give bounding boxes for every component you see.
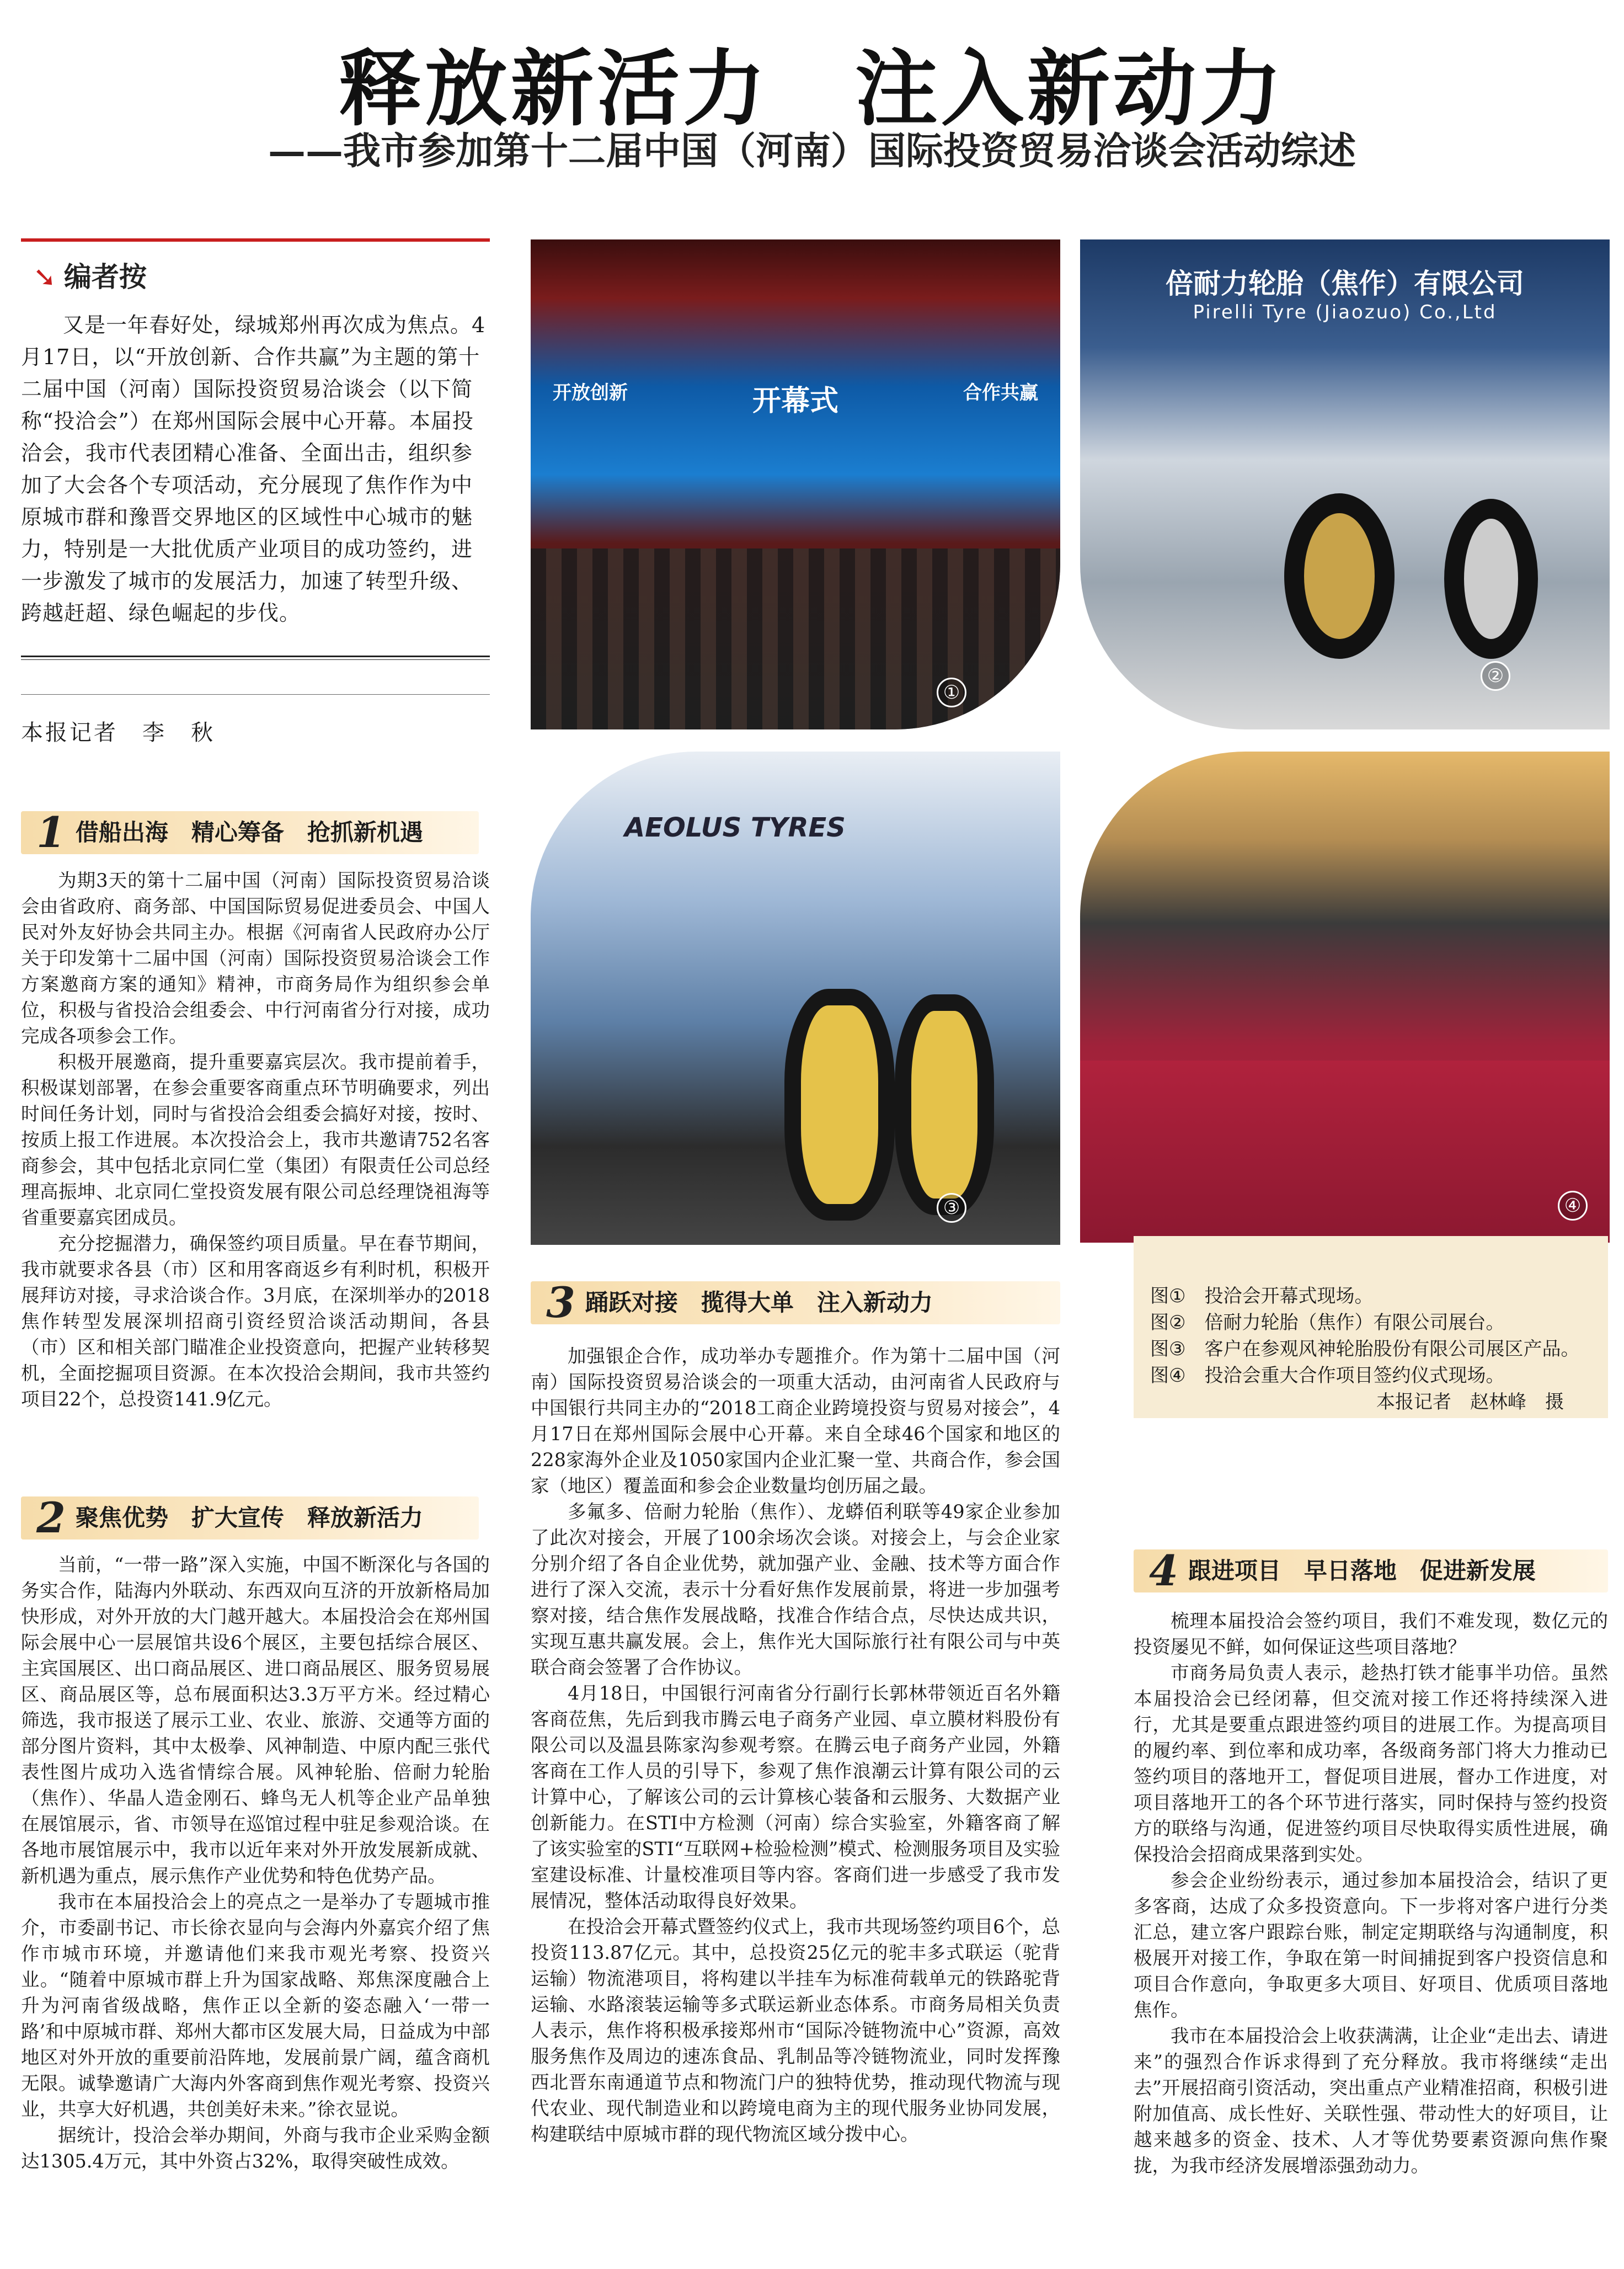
section-3-body: 加强银企合作，成功举办专题推介。作为第十二届中国（河南）国际投资贸易洽谈会的一项重大活动，由河南省人民政府与中国银行共同主办的“2018工商企业跨境投资与贸易对接会”，4月17日在郑州国际会展中心开幕。来自全球46个国家和地区的228家海外企业及1050家国内企业汇聚一堂、共商合作，参会国家（地区）覆盖面和参会企业数量均创历届之最。 多氟多、倍耐力轮胎（焦作）、龙蟒佰利联等49家企业参加了此次对接会，开展了100余场次会谈。对接会上，与会企业家分别介绍了各自企业优势，就加强产业、金融、技术等方面合作进行了深入交流，表示十分看好焦作发展前景，将进一步加强考察对接，结合焦作发展战略，找准合作结合点，尽快达成共识，实现互惠共赢发展。会上，焦作光大国际旅行社有限公司与中英联合商会签署了合作协议。 4月18日，中国银行河南省分行副行长郭林带领近百名外籍客商莅焦，先后到我市腾云电子商务产业园、卓立膜材料股份有限公司以及温县陈家沟参观考察。在腾云电子商务产业园，外籍客商在工作人员的引导下，参观了焦作浪潮云计算有限公司的云计算中心，了解该公司的云计算核心装备和云服务、大数据产业创新能力。在STI中方检测（河南）综合实验室，外籍客商了解了该实验室的STI“互联网+检验检测”模式、检测服务项目及实验室建设标准、计量校准项目等内容。客商们进一步感受了我市发展情况，整体活动取得良好效果。 在投洽会开幕式暨签约仪式上，我市共现场签约项目6个，总投资113.87亿元。其中，总投资25亿元的驼丰多式联运（驼背运输）物流港项目，将构建以半挂车为标准荷载单元的铁路驼背运输、水路滚装运输等多式联运新业态体系。市商务局相关负责人表示，焦作将积极承接郑州市“国际冷链物流中心”资源，高效服务焦作及周边的速冻食品、乳制品等冷链物流业，同时发挥豫西北晋东南通道节点和物流门户的独特优势，推动现代物流与现代农业、现代制造业和以跨境电商为主的现代服务业协同发展，构建联结中原城市群的现代物流区域分拨中心。 bbox=[531, 1345, 1060, 2145]
section-3-heading: 3 踊跃对接 揽得大单 注入新动力 bbox=[531, 1281, 1060, 1324]
photo-number: ② bbox=[1481, 661, 1510, 691]
headline: 释放新活力 注入新动力 bbox=[338, 41, 1285, 137]
photo-credit: 本报记者 赵林峰 摄 bbox=[1376, 1391, 1564, 1413]
photo-4-signing-ceremony bbox=[1080, 752, 1610, 1243]
photo-number: ① bbox=[937, 678, 966, 707]
photo-captions: 图① 投洽会开幕式现场。 图② 倍耐力轮胎（焦作）有限公司展台。 图③ 客户在参观风神轮胎股份有限公司展区产品。 图④ 投洽会重大合作项目签约仪式现场。 本报记者 赵林峰 摄 bbox=[1150, 1283, 1608, 1415]
editor-note-heading: ➘ 编者按 bbox=[33, 261, 147, 293]
photo-number: ④ bbox=[1558, 1191, 1588, 1221]
arrow-icon: ➘ bbox=[33, 261, 56, 293]
byline: 本报记者 李 秋 bbox=[21, 720, 215, 745]
editor-note-text: 又是一年春好处，绿城郑州再次成为焦点。4月17日，以“开放创新、合作共赢”为主题的第十二届中国（河南）国际投资贸易洽谈会（以下简称“投洽会”）在郑州国际会展中心开幕。本届投洽会，我市代表团精心准备、全面出击，组织参加了大会各个专项活动，充分展现了焦作作为中原城市群和豫晋交界地区的区域性中心城市的魅力，特别是一大批优质产业项目的成功签约，进一步激发了城市的发展活力，加速了转型升级、跨越赶超、绿色崛起的步伐。 bbox=[21, 313, 486, 625]
subheadline: ——我市参加第十二届中国（河南）国际投资贸易洽谈会活动综述 bbox=[268, 129, 1356, 173]
divider bbox=[21, 694, 490, 695]
photo-3-aeolus-tyres: AEOLUS TYRES ③ bbox=[531, 752, 1060, 1245]
section-1-body: 为期3天的第十二届中国（河南）国际投资贸易洽谈会由省政府、商务部、中国国际贸易促进委员会、中国人民对外友好协会共同主办。根据《河南省人民政府办公厅关于印发第十二届中国（河南）国际投资贸易洽谈会工作方案邀商方案的通知》精神，市商务局作为组织参会单位，积极与省投洽会组委会、中行河南省分行对接，成功完成各项参会工作。 积极开展邀商，提升重要嘉宾层次。我市提前着手，积极谋划部署，在参会重要客商重点环节明确要求，列出时间任务计划，同时与省投洽会组委会搞好对接，按时、按质上报工作进展。本次投洽会上，我市共邀请752名客商参会，其中包括北京同仁堂（集团）有限责任公司总经理高振坤、北京同仁堂投资发展有限公司总经理饶祖海等省重要嘉宾团成员。 充分挖掘潜力，确保签约项目质量。早在春节期间，我市就要求各县（市）区和用客商返乡有利时机，积极开展拜访对接，寻求洽谈合作。3月底，在深圳举办的2018焦作转型发展深圳招商引资经贸洽谈活动期间，各县（市）区和相关部门瞄准企业投资意向，把握产业转移契机，全面挖掘项目资源。在本次投洽会期间，我市共签约项目22个，总投资141.9亿元。 bbox=[21, 870, 490, 1410]
photo-2-pirelli-booth: 倍耐力轮胎（焦作）有限公司 Pirelli Tyre (Jiaozuo) Co.,Ltd ② bbox=[1080, 239, 1610, 729]
photo-1-opening-ceremony: 开放创新 开幕式 合作共赢 ① bbox=[531, 239, 1060, 729]
section-4-body: 梳理本届投洽会签约项目，我们不难发现，数亿元的投资屡见不鲜，如何保证这些项目落地？ 市商务局负责人表示，趁热打铁才能事半功倍。虽然本届投洽会已经闭幕，但交流对接工作还将持续深入进行，尤其是要重点跟进签约项目的进展工作。为提高项目的履约率、到位率和成功率，各级商务部门将大力推动已签约项目的落地开工，督促项目进展，督办工作进度，对项目落地开工的各个环节进行落实，同时保持与签约投资方的联络与沟通，促进签约项目尽快取得实质性进展，确保投洽会招商成果落到实处。 参会企业纷纷表示，通过参加本届投洽会，结识了更多客商，达成了众多投资意向。下一步将对客户进行分类汇总，建立客户跟踪台账，制定定期联络与沟通制度，积极展开对接工作，争取在第一时间捕捉到客户投资信息和项目合作意向，争取更多大项目、好项目、优质项目落地焦作。 我市在本届投洽会上收获满满，让企业“走出去、请进来”的强烈合作诉求得到了充分释放。我市将继续“走出去”开展招商引资活动，突出重点产业精准招商，积极引进附加值高、成长性好、关联性强、带动性大的好项目，让越来越多的资金、技术、人才等优势要素资源向焦作聚拢，为我市经济发展增添强劲动力。 bbox=[1134, 1610, 1608, 2176]
section-4-heading: 4 跟进项目 早日落地 促进新发展 bbox=[1134, 1549, 1608, 1592]
photo-number: ③ bbox=[937, 1193, 966, 1223]
section-1-heading: 1 借船出海 精心筹备 抢抓新机遇 bbox=[21, 811, 479, 854]
divider bbox=[21, 656, 490, 660]
section-2-body: 当前，“一带一路”深入实施，中国不断深化与各国的务实合作，陆海内外联动、东西双向互济的开放新格局加快形成，对外开放的大门越开越大。本届投洽会在郑州国际会展中心一层展馆共设6个展区，主要包括综合展区、主宾国展区、出口商品展区、进口商品展区、服务贸易展区、商品展区等，总布展面积达3.3万平方米。经过精心筛选，我市报送了展示工业、农业、旅游、交通等方面的部分图片资料，其中太极拳、风神制造、中原内配三张代表性图片成功入选省情综合展。风神轮胎、倍耐力轮胎（焦作）、华晶人造金刚石、蜂鸟无人机等企业产品单独在展馆展示，省、市领导在巡馆过程中驻足参观洽谈。在各地市展馆展示中，我市以近年来对外开放发展新成就、新机遇为重点，展示焦作产业优势和特色优势产品。 我市在本届投洽会上的亮点之一是举办了专题城市推介，市委副书记、市长徐衣显向与会海内外嘉宾介绍了焦作市城市环境，并邀请他们来我市观光考察、投资兴业。“随着中原城市群上升为国家战略、郑焦深度融合上升为河南省级战略，焦作正以全新的姿态融入‘一带一路’和中原城市群、郑州大都市区发展大局，日益成为中部地区对外开放的重要前沿阵地，发展前景广阔，蕴含商机无限。诚挚邀请广大海内外客商到焦作观光考察、投资兴业，共享大好机遇，共创美好未来。”徐衣显说。 据统计，投洽会举办期间，外商与我市企业采购金额达1305.4万元，其中外资占32%，取得突破性成效。 bbox=[21, 1554, 490, 2172]
section-2-heading: 2 聚焦优势 扩大宣传 释放新活力 bbox=[21, 1496, 479, 1540]
divider bbox=[21, 238, 490, 242]
